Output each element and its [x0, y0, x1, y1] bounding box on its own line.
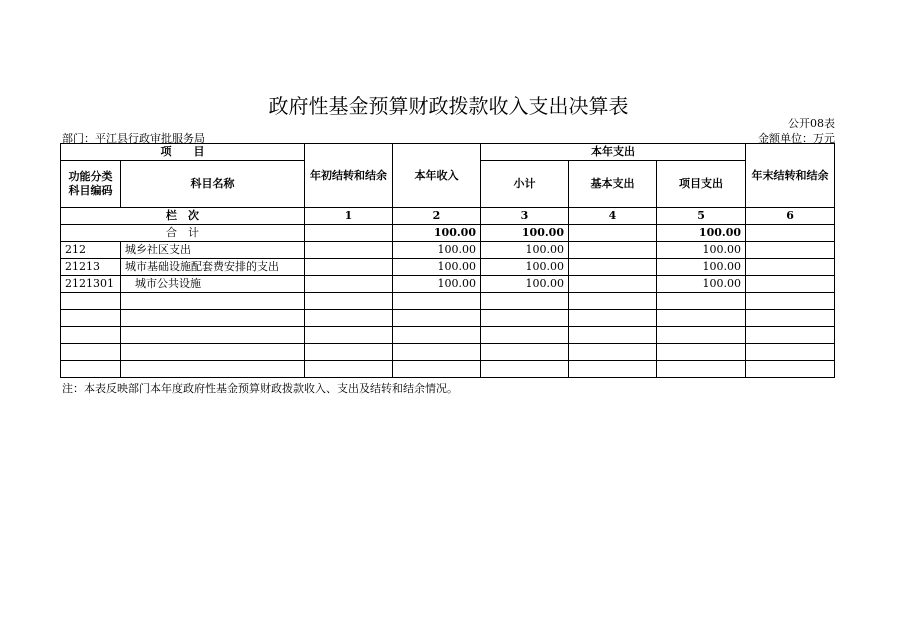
row-subtotal: 100.00 [481, 276, 569, 293]
total-project: 100.00 [657, 225, 746, 242]
header-code-line1: 功能分类 [68, 170, 113, 183]
row-begin-balance [305, 242, 393, 259]
total-label: 合 计 [61, 225, 305, 242]
column-number-3: 3 [481, 208, 569, 225]
empty-row [61, 293, 835, 310]
column-number-1: 1 [305, 208, 393, 225]
header-expense-group: 本年支出 [481, 144, 746, 161]
row-subtotal: 100.00 [481, 259, 569, 276]
column-number-2: 2 [393, 208, 481, 225]
row-name: 城市基础设施配套费安排的支出 [121, 259, 305, 276]
column-number-6: 6 [746, 208, 835, 225]
total-subtotal: 100.00 [481, 225, 569, 242]
row-project: 100.00 [657, 259, 746, 276]
table-note: 注：本表反映部门本年度政府性基金预算财政拨款收入、支出及结转和结余情况。 [62, 382, 458, 395]
empty-row [61, 361, 835, 378]
column-number-4: 4 [569, 208, 657, 225]
row-end-balance [746, 259, 835, 276]
empty-row [61, 310, 835, 327]
row-end-balance [746, 242, 835, 259]
row-income: 100.00 [393, 276, 481, 293]
budget-table [60, 143, 835, 378]
column-number-row [61, 208, 835, 225]
header-project: 项目支出 [657, 161, 746, 208]
row-basic [569, 242, 657, 259]
empty-row [61, 327, 835, 344]
form-number: 公开08表 [788, 117, 835, 130]
total-income: 100.00 [393, 225, 481, 242]
row-code: 212 [61, 242, 121, 259]
table-row [61, 242, 835, 259]
row-project: 100.00 [657, 242, 746, 259]
row-begin-balance [305, 276, 393, 293]
table-row [61, 259, 835, 276]
page-title: 政府性基金预算财政拨款收入支出决算表 [268, 94, 629, 118]
total-row [61, 225, 835, 242]
row-basic [569, 259, 657, 276]
header-row-1 [61, 144, 835, 161]
row-basic [569, 276, 657, 293]
row-name: 城市公共设施 [121, 276, 305, 293]
column-number-label: 栏 次 [61, 208, 305, 225]
header-code-line2: 科目编码 [68, 184, 113, 197]
row-income: 100.00 [393, 242, 481, 259]
header-income: 本年收入 [393, 144, 481, 208]
total-end-balance [746, 225, 835, 242]
row-begin-balance [305, 259, 393, 276]
empty-row [61, 344, 835, 361]
total-basic [569, 225, 657, 242]
header-name: 科目名称 [121, 161, 305, 208]
header-subtotal: 小计 [481, 161, 569, 208]
column-number-5: 5 [657, 208, 746, 225]
header-item: 项 目 [61, 144, 305, 161]
amount-unit-label: 金额单位：万元 [758, 132, 835, 145]
row-code: 21213 [61, 259, 121, 276]
header-code [61, 161, 121, 208]
row-project: 100.00 [657, 276, 746, 293]
total-begin-balance [305, 225, 393, 242]
row-code: 2121301 [61, 276, 121, 293]
row-end-balance [746, 276, 835, 293]
row-income: 100.00 [393, 259, 481, 276]
header-begin-balance: 年初结转和结余 [305, 144, 393, 208]
header-end-balance: 年末结转和结余 [746, 144, 835, 208]
department-label: 部门：平江县行政审批服务局 [62, 132, 205, 145]
table-row [61, 276, 835, 293]
row-subtotal: 100.00 [481, 242, 569, 259]
header-basic: 基本支出 [569, 161, 657, 208]
row-name: 城乡社区支出 [121, 242, 305, 259]
